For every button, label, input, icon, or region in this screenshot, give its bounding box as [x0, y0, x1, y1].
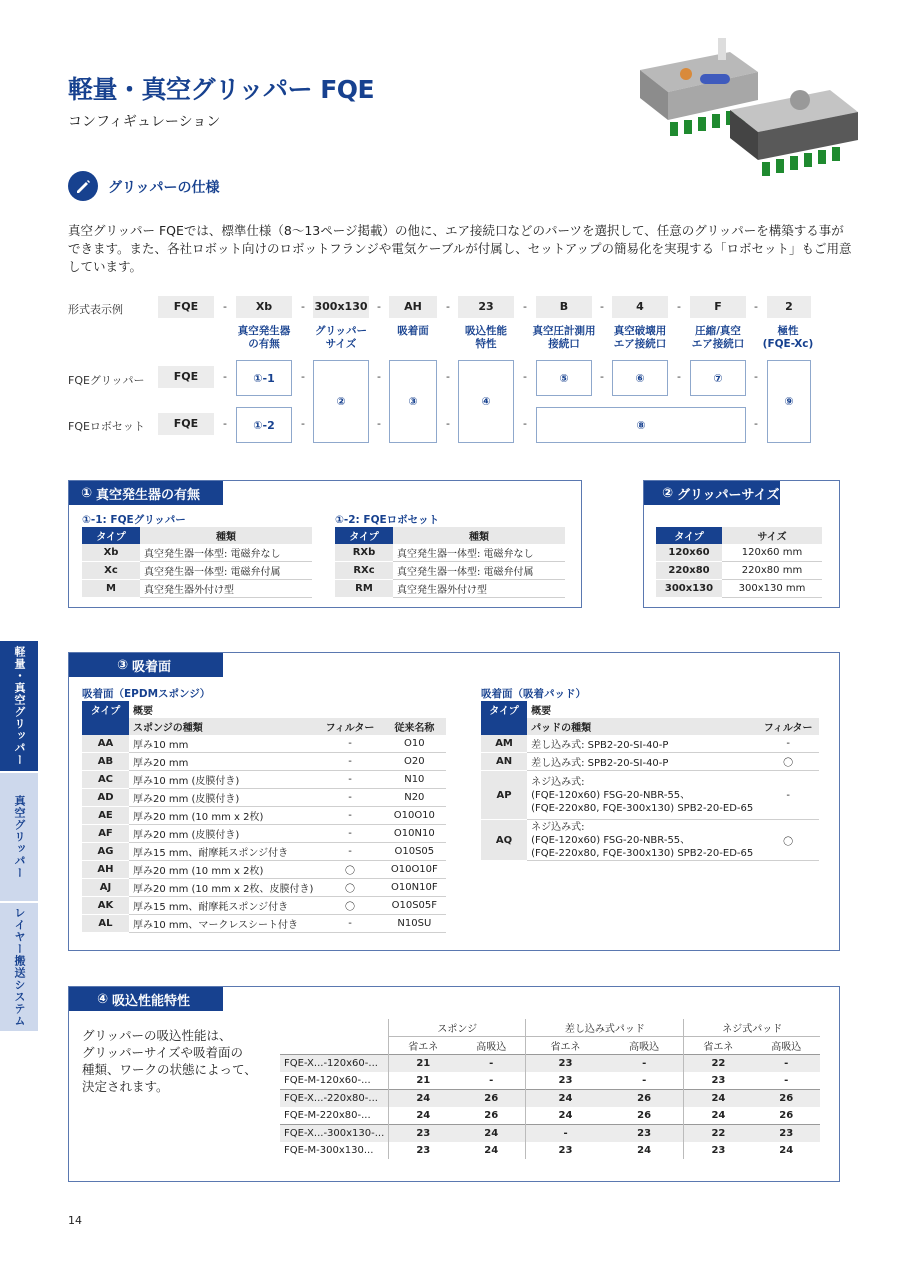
- table-row: AP ネジ込み式: (FQE-120x60) FSG-20-NBR-55、 (FQE-220x80, FQE-300x130) SPB2-20-ED-65 -: [481, 771, 819, 820]
- option-6: ⑥: [612, 360, 668, 396]
- table-row: AG 厚み15 mm、耐摩耗スポンジ付き - O10S05: [82, 843, 446, 861]
- row2-fqe: FQE: [158, 413, 214, 435]
- code-3: AH: [389, 296, 437, 318]
- table-row: AF 厚み20 mm (皮膜付き) - O10N10: [82, 825, 446, 843]
- page-subtitle: コンフィギュレーション: [68, 114, 221, 130]
- table-row: FQE-X...-300x130-... 23 24 - 23 22 23: [280, 1125, 820, 1143]
- option-1-2: ①-2: [236, 407, 292, 443]
- panel-1-title: ① 真空発生器の有無: [69, 481, 223, 505]
- option-1-1: ①-1: [236, 360, 292, 396]
- table-row: AN 差し込み式: SPB2-20-SI-40-P 〇: [481, 753, 819, 771]
- hdr-polarity: 極性 (FQE-Xc): [762, 325, 814, 350]
- table-gripper-size: タイプ サイズ 120x60 120x60 mm 220x80 220x80 mm 300x130 300x130 mm: [656, 527, 822, 598]
- performance-description: グリッパーの吸込性能は、 グリッパーサイズや吸着面の 種類、ワークの状態によって、 決定されます。: [82, 1028, 257, 1094]
- pencil-icon: [68, 171, 98, 201]
- code-5: B: [536, 296, 592, 318]
- table-row: AJ 厚み20 mm (10 mm x 2枚、皮膜付き) 〇 O10N10F: [82, 879, 446, 897]
- table-row: M 真空発生器外付け型: [82, 580, 312, 598]
- table-row: AQ ネジ込み式: (FQE-120x60) FSG-20-NBR-55、 (FQE-220x80, FQE-300x130) SPB2-20-ED-65 〇: [481, 820, 819, 861]
- hdr-vacuum-gauge-port: 真空圧計測用 接続口: [532, 325, 596, 350]
- code-2: 300x130: [313, 296, 369, 318]
- table-epdm-sponge: タイプ 概要 スポンジの種類 フィルター 従来名称 AA 厚み10 mm - O10 AB 厚み20 mm - O20 AC 厚み10 mm (皮膜付き) - N10 AD 厚み20 mm (皮膜付き) - N20 AE 厚み20 mm (10 mm x 2枚) - O10O10 AF 厚み20 mm (皮膜付き) - O10N10 AG 厚み15 mm、耐摩耗スポンジ付き - O10S05 AH 厚み20 mm (10 mm x 2枚) 〇 O10O10F AJ 厚み20 mm (10 mm x 2枚、皮膜付き) 〇 O10N10F AK 厚み15 mm、耐摩耗スポンジ付き 〇 O10S05F AL 厚み10 mm、マークレスシート付き - N10SU: [82, 701, 446, 933]
- code-fqe: FQE: [158, 296, 214, 318]
- section-title: グリッパーの仕様: [108, 180, 220, 196]
- table-row: Xb 真空発生器一体型: 電磁弁なし: [82, 544, 312, 562]
- table-row: AM 差し込み式: SPB2-20-SI-40-P -: [481, 735, 819, 753]
- example-label: 形式表示例: [68, 303, 123, 316]
- option-2: ②: [313, 360, 369, 443]
- side-tab-layer-system[interactable]: レイヤー搬送システム: [0, 903, 38, 1031]
- table-row: FQE-M-300x130... 23 24 23 24 23 24: [280, 1142, 820, 1159]
- table-row: Xc 真空発生器一体型: 電磁弁付属: [82, 562, 312, 580]
- hdr-compressed-air-port: 圧縮/真空 エア接続口: [691, 325, 745, 350]
- hdr-gripper-size: グリッパー サイズ: [314, 325, 368, 350]
- table-row: FQE-M-220x80-... 24 26 24 26 24 26: [280, 1107, 820, 1125]
- table-row: RXc 真空発生器一体型: 電磁弁付属: [335, 562, 565, 580]
- page-number: 14: [68, 1214, 82, 1227]
- panel-2-title: ② グリッパーサイズ: [644, 481, 780, 505]
- table-row: RM 真空発生器外付け型: [335, 580, 565, 598]
- option-8: ⑧: [536, 407, 746, 443]
- table-row: AD 厚み20 mm (皮膜付き) - N20: [82, 789, 446, 807]
- side-tab-lightweight-gripper[interactable]: 軽量・真空グリッパー: [0, 641, 38, 771]
- table-row: AE 厚み20 mm (10 mm x 2枚) - O10O10: [82, 807, 446, 825]
- option-5: ⑤: [536, 360, 592, 396]
- sub-epdm: 吸着面（EPDMスポンジ）: [82, 688, 211, 700]
- option-7: ⑦: [690, 360, 746, 396]
- panel-3-title: ③ 吸着面: [69, 653, 223, 677]
- code-6: 4: [612, 296, 668, 318]
- table-row: 300x130 300x130 mm: [656, 580, 822, 598]
- sub-gripper: ①-1: FQEグリッパー: [82, 514, 186, 526]
- sub-pad: 吸着面（吸着パッド）: [481, 688, 586, 700]
- code-7: F: [690, 296, 746, 318]
- table-row: 220x80 220x80 mm: [656, 562, 822, 580]
- row1-fqe: FQE: [158, 366, 214, 388]
- panel-4-title: ④ 吸込性能特性: [69, 987, 223, 1011]
- table-row: AC 厚み10 mm (皮膜付き) - N10: [82, 771, 446, 789]
- side-tab-vacuum-gripper[interactable]: 真空グリッパー: [0, 773, 38, 901]
- intro-text: 真空グリッパー FQEでは、標準仕様（8〜13ページ掲載）の他に、エア接続口などのパーツを選択して、任意のグリッパーを構築する事が できます。また、各社ロボット向けのロボットフランジや電気ケーブルが付属し、セットアップの簡易化を実現する「ロボセット」もご用意 しています。: [68, 223, 852, 274]
- option-9: ⑨: [767, 360, 811, 443]
- table-suction-pad: タイプ 概要 パッドの種類 フィルター AM 差し込み式: SPB2-20-SI-40-P - AN 差し込み式: SPB2-20-SI-40-P 〇 AP ネジ込み式: (FQE-120x60) FSG-20-NBR-55、 (FQE-220x80, FQE-300x130) SPB2-20-ED-65 - AQ ネジ込み式: (FQE-120x60) FSG-20-NBR-55、 (FQE-220x80, FQE-300x130) SPB2-20-ED-65 〇: [481, 701, 819, 861]
- code-1: Xb: [236, 296, 292, 318]
- table-row: FQE-M-120x60-... 21 - 23 - 23 -: [280, 1072, 820, 1090]
- page-title: 軽量・真空グリッパー FQE: [68, 75, 375, 104]
- row-gripper-label: FQEグリッパー: [68, 374, 145, 387]
- code-8: 2: [767, 296, 811, 318]
- sub-roboset: ①-2: FQEロボセット: [335, 514, 440, 526]
- table-gripper-types: タイプ 種類 Xb 真空発生器一体型: 電磁弁なし Xc 真空発生器一体型: 電磁弁付属 M 真空発生器外付け型: [82, 527, 312, 598]
- option-4: ④: [458, 360, 514, 443]
- table-row: AL 厚み10 mm、マークレスシート付き - N10SU: [82, 915, 446, 933]
- row-roboset-label: FQEロボセット: [68, 420, 145, 433]
- hdr-vacuum-break-port: 真空破壊用 エア接続口: [613, 325, 667, 350]
- table-suction-performance: スポンジ 差し込み式パッド ネジ式パッド 省エネ 高吸込 省エネ 高吸込 省エネ 高吸込 FQE-X...-120x60-... 21 - 23 - 22 - FQE-M-120x60-... 21 - 23 - 23 - FQE-X...-220x80-... 24 26 24 26 24 26 FQE-M-220x80-... 24 26 24 26 24 26 FQE-X...-300x130-... 23 24 - 23 22 23 FQE-M-300x130... 23 24 23 24 23 24: [280, 1019, 820, 1159]
- hdr-suction-performance: 吸込性能 特性: [465, 325, 507, 350]
- option-3: ③: [389, 360, 437, 443]
- code-4: 23: [458, 296, 514, 318]
- table-row: RXb 真空発生器一体型: 電磁弁なし: [335, 544, 565, 562]
- table-row: AB 厚み20 mm - O20: [82, 753, 446, 771]
- table-row: 120x60 120x60 mm: [656, 544, 822, 562]
- hdr-suction-surface: 吸着面: [397, 325, 429, 337]
- table-row: AH 厚み20 mm (10 mm x 2枚) 〇 O10O10F: [82, 861, 446, 879]
- table-roboset-types: タイプ 種類 RXb 真空発生器一体型: 電磁弁なし RXc 真空発生器一体型: 電磁弁付属 RM 真空発生器外付け型: [335, 527, 565, 598]
- table-row: FQE-X...-120x60-... 21 - 23 - 22 -: [280, 1055, 820, 1073]
- hdr-vacuum-generator: 真空発生器 の有無: [237, 325, 291, 350]
- table-row: AK 厚み15 mm、耐摩耗スポンジ付き 〇 O10S05F: [82, 897, 446, 915]
- table-row: AA 厚み10 mm - O10: [82, 735, 446, 753]
- product-image: [630, 30, 865, 180]
- table-row: FQE-X...-220x80-... 24 26 24 26 24 26: [280, 1090, 820, 1108]
